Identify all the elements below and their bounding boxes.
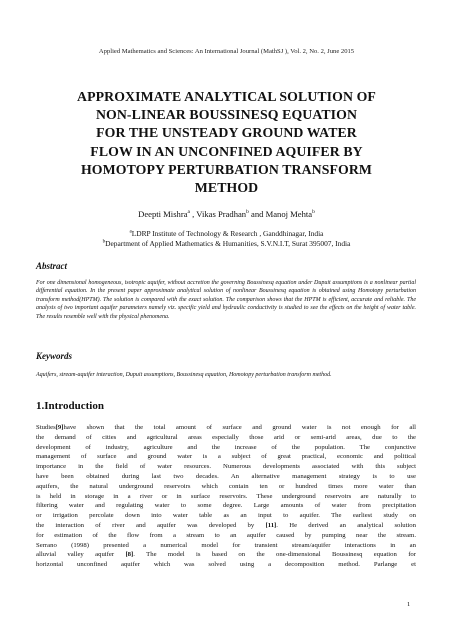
running-head: Applied Mathematics and Sciences: An International Journal (MathSJ ), Vol. 2, No. 2, June 2015	[98, 48, 355, 55]
intro-line	[36, 452, 416, 462]
page-number: 1	[407, 601, 411, 608]
affiliation-text: Department of Applied Mathematics & Humanities, S.V.N.I.T, Surat 395007, India	[105, 239, 351, 248]
intro-line	[36, 472, 416, 482]
author-affiliation-mark: a	[187, 209, 190, 216]
keywords-text: Aquifers, stream-aquifer interaction, Dupuit assumptions, Boussinesq equation, Homotopy perturbation transform method.	[36, 372, 332, 378]
abstract-text: For one dimensional homogeneous, isotropic aquifer, without accretion the governing Boussinesq equation under Dupuit assumptions is a nonlinear partial differential equation. In the present paper approximate analytical solution of nonlinear Boussinesq equation is obtained using Homotopy perturbation transform method(HPTM). The solution is compared with the exact solution. The comparison shows that the HPTM is efficient, accurate and reliable. The analysis of two important aquifer parameters namely viz. specific yield and hydraulic conductivity is studied to see the effects on the height of water table. The results resemble well with the physical phenomena.	[36, 280, 416, 320]
introduction-body	[36, 423, 416, 570]
affiliation-mark: b	[102, 239, 106, 245]
citation-ref: [8]	[125, 551, 134, 559]
title-line: APPROXIMATE ANALYTICAL SOLUTION OF	[77, 89, 376, 104]
intro-line	[36, 423, 416, 433]
intro-text: alluvial valley aquifer	[36, 551, 126, 559]
intro-line	[36, 521, 416, 531]
intro-line	[36, 443, 416, 453]
intro-text: horizontal unconfined aquifer which was solved using a decomposition method. Parlange et	[36, 561, 416, 569]
intro-line	[36, 531, 416, 541]
intro-line	[36, 560, 416, 570]
intro-text: importance in the field of water resources. Numerous developments associated with this subject	[36, 463, 416, 471]
intro-line	[36, 511, 416, 521]
affiliation	[0, 239, 453, 248]
affiliation-mark: a	[129, 229, 132, 235]
author-affiliation-mark: b	[246, 209, 249, 216]
intro-text: Studies	[36, 424, 56, 431]
intro-line	[36, 482, 416, 492]
intro-text: is held in storage in a river or in surface reservoirs. These underground reservoirs are naturally to	[36, 492, 416, 500]
intro-text: the interaction of river and aquifer was developed by	[36, 521, 266, 529]
affiliation	[0, 229, 453, 238]
author-name: Manoj Mehta	[265, 209, 313, 219]
intro-text: . The model is based on the one-dimensional Boussinesq equation for	[133, 551, 416, 559]
intro-text: aquifers, the natural underground reservoirs which contain ten or hundred times more water than	[36, 482, 416, 490]
intro-text: management of surface and ground water is a subject of great practical, economic and political	[36, 453, 416, 461]
intro-text: have shown that the total amount of surface and ground water is not enough for all	[63, 424, 416, 431]
intro-text: or irrigation percolate down into water table as an input to aquifer. The earliest study on	[36, 512, 416, 520]
intro-text: for estimation of the flow from a stream to an aquifer caused by pumping near the stream.	[36, 531, 416, 539]
title-line: FOR THE UNSTEADY GROUND WATER	[96, 125, 357, 141]
intro-text: . He derived an analytical solution	[276, 521, 416, 529]
title-line: FLOW IN AN UNCONFINED AQUIFER BY	[90, 143, 363, 159]
intro-text: have been obtained during last two decades. An alternative management strategy is to use	[36, 472, 416, 480]
affiliation-text: LDRP Institute of Technology & Research , Ganddhinagar, India	[131, 229, 324, 238]
title-line: METHOD	[194, 180, 259, 196]
author-separator: and	[248, 209, 266, 219]
intro-line	[36, 501, 416, 511]
intro-line	[36, 433, 416, 443]
intro-line	[36, 550, 416, 560]
author-affiliation-mark: b	[312, 209, 315, 216]
paper-title	[40, 88, 413, 197]
intro-line	[36, 541, 416, 551]
author-name: Deepti Mishra	[138, 209, 188, 219]
author-list	[0, 209, 453, 219]
author-separator: ,	[189, 209, 197, 219]
section-heading: 1.Introduction	[36, 400, 104, 412]
keywords-heading: Keywords	[36, 351, 72, 361]
intro-text: the demand of cities and agricultural areas especially those arid or semi-arid areas, due to the	[36, 433, 416, 441]
author-name: Vikas Pradhan	[196, 209, 247, 219]
citation-ref: [9]	[55, 424, 64, 431]
intro-line	[36, 462, 416, 472]
intro-text: development of industry, agriculture and the increase of the population. The conjunctive	[36, 443, 416, 451]
title-line: HOMOTOPY PERTURBATION TRANSFORM	[80, 161, 373, 177]
intro-text: filtering water and regulating water to some degree. Large amounts of water from precipitation	[36, 502, 416, 510]
citation-ref: [11]	[265, 521, 277, 529]
intro-line	[36, 492, 416, 502]
title-line: NON-LINEAR BOUSSINESQ EQUATION	[95, 107, 358, 123]
intro-text: Serrano (1998) presented a numerical model for transient stream/aquifer interactions in an	[36, 541, 416, 549]
abstract-heading: Abstract	[36, 261, 68, 271]
